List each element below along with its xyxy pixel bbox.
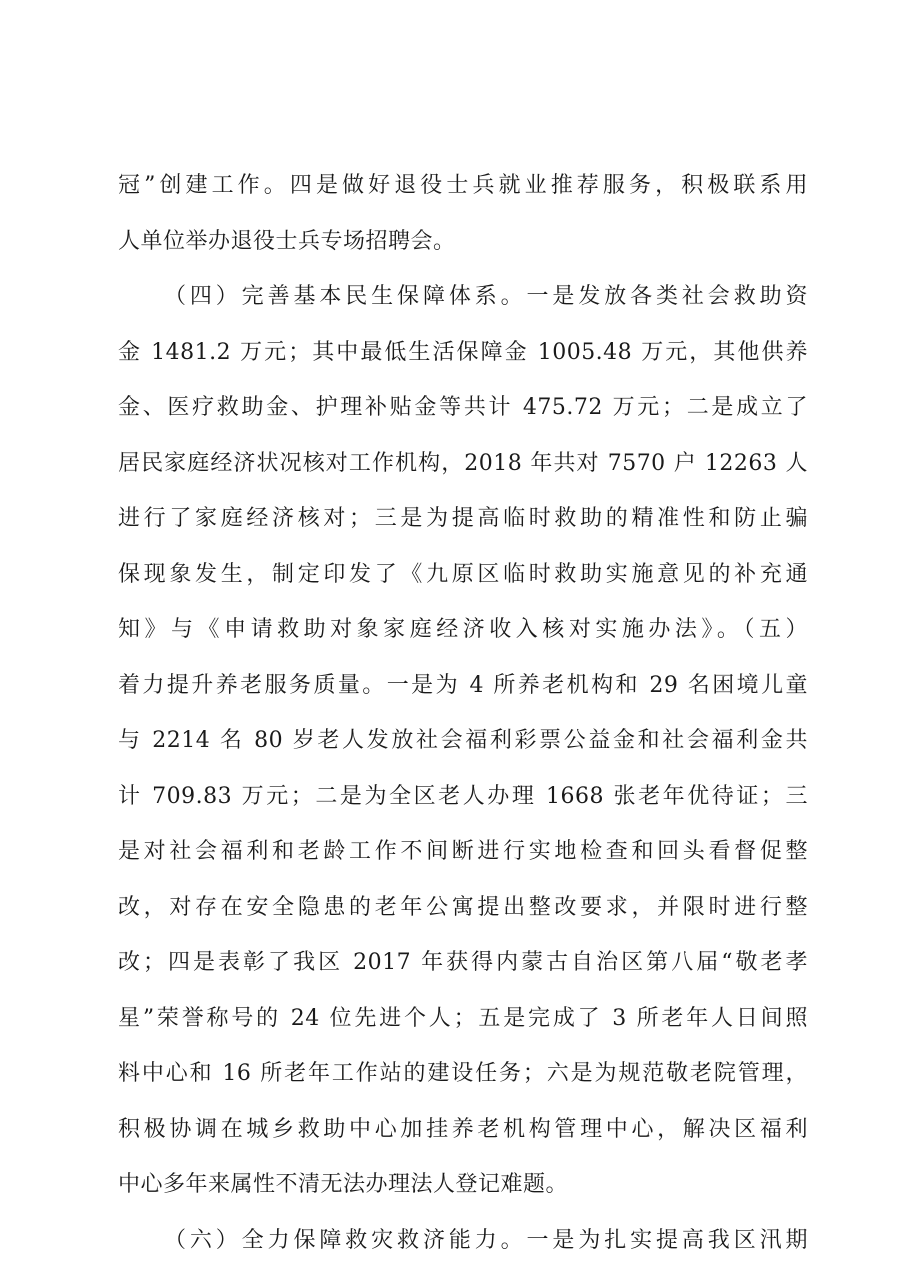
paragraph-heading-6: （六）全力保障救灾救济能力。一是为扎实提高我区汛期 <box>164 1227 808 1253</box>
text-line-16: 星”荣誉称号的 24 位先进个人；五是完成了 3 所老年人日间照 <box>118 1005 808 1031</box>
text-line-7: 进行了家庭经济核对；三是为提高临时救助的精准性和防止骗 <box>118 506 808 531</box>
text-line-10: 着力提升养老服务质量。一是为 4 所养老机构和 29 名困境儿童 <box>118 672 808 698</box>
text-line-1: 冠”创建工作。四是做好退役士兵就业推荐服务，积极联系用 <box>118 173 808 198</box>
text-line-17: 料中心和 16 所老年工作站的建设任务；六是为规范敬老院管理， <box>118 1061 808 1086</box>
text-line-9: 知》与《申请救助对象家庭经济收入核对实施办法》。（五） <box>118 617 808 642</box>
text-line-5: 金、医疗救助金、护理补贴金等共计 475.72 万元；二是成立了 <box>118 395 808 420</box>
text-line-15: 改；四是表彰了我区 2017 年获得内蒙古自治区第八届“敬老孝 <box>118 950 808 975</box>
paragraph-heading-4: （四）完善基本民生保障体系。一是发放各类社会救助资 <box>164 284 808 309</box>
text-line-8: 保现象发生，制定印发了《九原区临时救助实施意见的补充通 <box>118 561 808 587</box>
text-line-4: 金 1481.2 万元；其中最低生活保障金 1005.48 万元，其他供养 <box>118 339 808 365</box>
text-line-18: 积极协调在城乡救助中心加挂养老机构管理中心，解决区福利 <box>118 1116 808 1142</box>
text-line-6: 居民家庭经济状况核对工作机构，2018 年共对 7570 户 12263 人 <box>118 450 808 476</box>
text-line-11: 与 2214 名 80 岁老人发放社会福利彩票公益金和社会福利金共 <box>118 728 808 753</box>
text-line-14: 改，对存在安全隐患的老年公寓提出整改要求，并限时进行整 <box>118 894 808 920</box>
document-body <box>118 158 808 1268</box>
text-line-13: 是对社会福利和老龄工作不间断进行实地检查和回头看督促整 <box>118 839 808 864</box>
text-line-19: 中心多年来属性不清无法办理法人登记难题。 <box>118 1172 569 1197</box>
text-line-12: 计 709.83 万元；二是为全区老人办理 1668 张老年优待证；三 <box>118 783 808 809</box>
text-line-2: 人单位举办退役士兵专场招聘会。 <box>118 228 456 254</box>
